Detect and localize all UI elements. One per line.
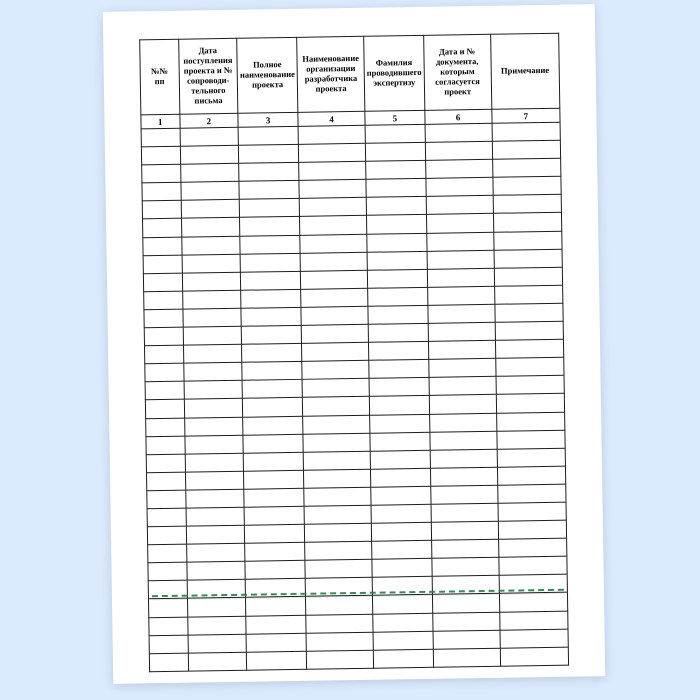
table-cell[interactable] xyxy=(431,521,498,540)
header-line: Наименование xyxy=(302,53,360,65)
table-cell[interactable] xyxy=(239,181,299,200)
table-cell[interactable] xyxy=(371,522,431,541)
header-line: Полное xyxy=(252,59,282,70)
column-number-cell: 4 xyxy=(298,111,365,126)
table-cell[interactable] xyxy=(426,232,493,251)
table-cell[interactable] xyxy=(180,127,239,146)
table-cell[interactable] xyxy=(499,593,568,612)
table-cell[interactable] xyxy=(497,430,566,449)
table-cell[interactable] xyxy=(182,308,241,327)
table-cell[interactable] xyxy=(498,502,567,521)
table-cell[interactable] xyxy=(300,252,367,271)
table-cell[interactable] xyxy=(304,487,371,506)
table-cell[interactable] xyxy=(496,394,565,413)
table-cell[interactable] xyxy=(305,559,372,578)
table-cell[interactable] xyxy=(245,579,305,598)
table-cell[interactable] xyxy=(372,540,432,559)
table-cell[interactable] xyxy=(143,219,182,238)
header-line: наименование xyxy=(239,68,295,80)
table-cell[interactable] xyxy=(493,213,562,232)
table-cell[interactable] xyxy=(431,539,498,558)
column-header-number xyxy=(140,39,180,115)
table-cell[interactable] xyxy=(430,485,497,504)
table-cell[interactable] xyxy=(303,451,370,470)
table-cell[interactable] xyxy=(429,413,496,432)
table-cell[interactable] xyxy=(147,508,186,527)
table-cell[interactable] xyxy=(186,525,245,544)
table-cell[interactable] xyxy=(366,197,426,216)
table-cell[interactable] xyxy=(242,362,302,381)
table-cell[interactable] xyxy=(245,561,305,580)
table-cell[interactable] xyxy=(371,468,431,487)
table-cell[interactable] xyxy=(241,271,301,290)
table-cell[interactable] xyxy=(369,396,429,415)
header-line: пп xyxy=(154,75,165,87)
table-cell[interactable] xyxy=(147,526,186,545)
table-cell[interactable] xyxy=(182,254,241,273)
table-cell[interactable] xyxy=(239,163,299,182)
column-number-cell: 6 xyxy=(424,109,491,124)
table-cell[interactable] xyxy=(373,631,433,650)
table-cell[interactable] xyxy=(495,339,564,358)
table-cell[interactable] xyxy=(428,340,495,359)
table-cell[interactable] xyxy=(425,123,492,142)
table-cell[interactable] xyxy=(492,158,561,177)
table-cell[interactable] xyxy=(430,467,497,486)
table-cell[interactable] xyxy=(371,486,431,505)
header-line: проекта и № xyxy=(183,65,233,76)
table-cell[interactable] xyxy=(146,472,185,491)
table-cell[interactable] xyxy=(494,267,563,286)
table-cell[interactable] xyxy=(144,291,183,310)
column-number-cell: 2 xyxy=(179,113,238,128)
table-cell[interactable] xyxy=(370,414,430,433)
column-header-expert-surname xyxy=(364,35,425,111)
table-cell[interactable] xyxy=(306,650,373,669)
table-cell[interactable] xyxy=(428,304,495,323)
table-cell[interactable] xyxy=(182,290,241,309)
table-cell[interactable] xyxy=(368,305,428,324)
table-cell[interactable] xyxy=(365,142,425,161)
table-cell[interactable] xyxy=(243,416,303,435)
table-cell[interactable] xyxy=(496,412,565,431)
table-cell[interactable] xyxy=(145,345,184,364)
table-cell[interactable] xyxy=(496,376,565,395)
table-cell[interactable] xyxy=(143,255,182,274)
header-line: проводившего xyxy=(366,66,422,78)
table-cell[interactable] xyxy=(302,342,369,361)
table-cell[interactable] xyxy=(499,575,568,594)
table-cell[interactable] xyxy=(246,633,306,652)
table-cell[interactable] xyxy=(500,629,569,648)
column-header-approval-document xyxy=(423,34,491,110)
table-cell[interactable] xyxy=(365,124,425,143)
table-cell[interactable] xyxy=(243,434,303,453)
table-cell[interactable] xyxy=(303,415,370,434)
table-cell[interactable] xyxy=(426,196,493,215)
table-cell[interactable] xyxy=(187,598,246,617)
table-cell[interactable] xyxy=(144,309,183,328)
table-cell[interactable] xyxy=(142,164,181,183)
table-cell[interactable] xyxy=(185,453,244,472)
column-number-cell: 1 xyxy=(141,114,180,129)
table-cell[interactable] xyxy=(373,595,433,614)
table-cell[interactable] xyxy=(183,362,242,381)
table-cell[interactable] xyxy=(181,236,240,255)
table-cell[interactable] xyxy=(143,273,182,292)
table-cell[interactable] xyxy=(180,145,239,164)
table-cell[interactable] xyxy=(146,418,185,437)
header-line: №№ xyxy=(150,66,169,77)
header-line: Дата и № xyxy=(438,46,476,57)
paper-sheet xyxy=(103,4,605,684)
table-cell[interactable] xyxy=(304,505,371,524)
table-cell[interactable] xyxy=(149,617,188,636)
table-cell[interactable] xyxy=(184,399,243,418)
header-line: разработчика xyxy=(304,72,358,84)
header-line: Примечание xyxy=(500,64,550,76)
table-cell[interactable] xyxy=(300,216,367,235)
table-cell[interactable] xyxy=(188,652,247,671)
table-cell[interactable] xyxy=(493,177,562,196)
table-cell[interactable] xyxy=(185,471,244,490)
table-cell[interactable] xyxy=(432,576,499,595)
table-cell[interactable] xyxy=(242,380,302,399)
table-cell[interactable] xyxy=(244,470,304,489)
table-cell[interactable] xyxy=(299,198,366,217)
sheet-content-area xyxy=(139,33,569,660)
table-cell[interactable] xyxy=(425,159,492,178)
table-cell[interactable] xyxy=(426,178,493,197)
table-cell[interactable] xyxy=(147,490,186,509)
column-header-receipt-date xyxy=(178,38,238,114)
table-cell[interactable] xyxy=(180,182,239,201)
table-cell[interactable] xyxy=(427,250,494,269)
table-cell[interactable] xyxy=(301,324,368,343)
table-cell[interactable] xyxy=(432,558,499,577)
header-line: Фамилия xyxy=(375,57,413,68)
table-cell[interactable] xyxy=(306,596,373,615)
table-cell[interactable] xyxy=(369,341,429,360)
table-cell[interactable] xyxy=(305,541,372,560)
table-cell[interactable] xyxy=(430,431,497,450)
table-cell[interactable] xyxy=(149,653,188,672)
table-cell[interactable] xyxy=(426,214,493,233)
table-cell[interactable] xyxy=(182,272,241,291)
table-cell[interactable] xyxy=(243,398,303,417)
table-cell[interactable] xyxy=(431,503,498,522)
table-cell[interactable] xyxy=(492,140,561,159)
table-cell[interactable] xyxy=(366,161,426,180)
table-cell[interactable] xyxy=(369,378,429,397)
header-line: документа, xyxy=(435,56,479,67)
column-number-cell: 3 xyxy=(238,112,298,127)
table-cell[interactable] xyxy=(247,651,307,670)
table-cell[interactable] xyxy=(186,561,245,580)
table-cell[interactable] xyxy=(186,543,245,562)
table-cell[interactable] xyxy=(145,363,184,382)
table-cell[interactable] xyxy=(495,321,564,340)
table-header-row xyxy=(140,33,560,115)
table-cell[interactable] xyxy=(306,632,373,651)
header-line: сопроводи- xyxy=(186,74,230,86)
table-cell[interactable] xyxy=(184,381,243,400)
table-cell[interactable] xyxy=(367,269,427,288)
table-cell[interactable] xyxy=(492,122,561,141)
table-cell[interactable] xyxy=(241,289,301,308)
table-cell[interactable] xyxy=(498,520,567,539)
table-cell[interactable] xyxy=(302,360,369,379)
table-cell[interactable] xyxy=(187,616,246,635)
table-cell[interactable] xyxy=(373,613,433,632)
table-cell[interactable] xyxy=(300,270,367,289)
table-cell[interactable] xyxy=(372,577,432,596)
table-cell[interactable] xyxy=(425,141,492,160)
table-cell[interactable] xyxy=(245,542,305,561)
table-cell[interactable] xyxy=(181,200,240,219)
table-cell[interactable] xyxy=(427,286,494,305)
table-cell[interactable] xyxy=(366,179,426,198)
table-cell[interactable] xyxy=(148,599,187,618)
table-cell[interactable] xyxy=(240,235,300,254)
table-cell[interactable] xyxy=(494,285,563,304)
table-cell[interactable] xyxy=(306,614,373,633)
table-cell[interactable] xyxy=(302,397,369,416)
table-cell[interactable] xyxy=(148,544,187,563)
table-cell[interactable] xyxy=(243,452,303,471)
table-cell[interactable] xyxy=(367,215,427,234)
column-header-notes xyxy=(490,33,560,109)
table-cell[interactable] xyxy=(372,559,432,578)
column-number-cell: 5 xyxy=(365,110,425,125)
table-cell[interactable] xyxy=(430,449,497,468)
table-cell[interactable] xyxy=(495,357,564,376)
table-cell[interactable] xyxy=(432,594,499,613)
table-cell[interactable] xyxy=(183,326,242,345)
table-cell[interactable] xyxy=(298,143,365,162)
table-cell[interactable] xyxy=(240,253,300,272)
header-line: тельного xyxy=(191,84,226,96)
header-line: Дата xyxy=(198,45,218,56)
table-cell[interactable] xyxy=(367,251,427,270)
table-cell[interactable] xyxy=(149,635,188,654)
table-cell[interactable] xyxy=(245,524,305,543)
table-cell[interactable] xyxy=(141,146,180,165)
table-cell[interactable] xyxy=(499,611,568,630)
table-cell[interactable] xyxy=(429,395,496,414)
table-cell[interactable] xyxy=(303,433,370,452)
header-line: проекта xyxy=(251,79,284,90)
header-line: согласуется xyxy=(435,75,480,87)
table-cell[interactable] xyxy=(240,217,300,236)
table-cell[interactable] xyxy=(142,201,181,220)
table-cell[interactable] xyxy=(499,556,568,575)
table-cell[interactable] xyxy=(187,580,246,599)
table-cell[interactable] xyxy=(184,435,243,454)
table-cell[interactable] xyxy=(299,161,366,180)
table-cell[interactable] xyxy=(145,381,184,400)
table-cell[interactable] xyxy=(180,163,239,182)
table-cell[interactable] xyxy=(238,126,298,145)
table-cell[interactable] xyxy=(497,484,566,503)
table-cell[interactable] xyxy=(493,195,562,214)
table-cell[interactable] xyxy=(181,218,240,237)
table-cell[interactable] xyxy=(371,504,431,523)
table-cell[interactable] xyxy=(304,523,371,542)
registration-table xyxy=(139,33,569,672)
table-cell[interactable] xyxy=(497,466,566,485)
table-cell[interactable] xyxy=(146,436,185,455)
table-cell[interactable] xyxy=(368,323,428,342)
table-cell[interactable] xyxy=(493,231,562,250)
header-line: письма xyxy=(194,94,223,106)
table-cell[interactable] xyxy=(144,327,183,346)
table-cell[interactable] xyxy=(304,469,371,488)
table-cell[interactable] xyxy=(497,448,566,467)
table-cell[interactable] xyxy=(242,343,302,362)
table-cell[interactable] xyxy=(299,180,366,199)
table-cell[interactable] xyxy=(244,488,304,507)
table-body xyxy=(141,122,568,671)
table-cell[interactable] xyxy=(373,649,433,668)
table-cell[interactable] xyxy=(298,125,365,144)
table-cell[interactable] xyxy=(146,454,185,473)
table-cell[interactable] xyxy=(148,562,187,581)
table-cell[interactable] xyxy=(241,325,301,344)
header-line: организации xyxy=(306,63,356,74)
column-number-cell: 7 xyxy=(491,108,560,123)
table-cell[interactable] xyxy=(302,379,369,398)
header-line: которым xyxy=(440,66,475,77)
table-cell[interactable] xyxy=(239,144,299,163)
column-header-project-name xyxy=(237,37,298,113)
table-cell[interactable] xyxy=(185,489,244,508)
table-cell[interactable] xyxy=(370,432,430,451)
table-cell[interactable] xyxy=(495,303,564,322)
table-cell[interactable] xyxy=(241,307,301,326)
table-cell[interactable] xyxy=(148,581,187,600)
table-cell[interactable] xyxy=(428,358,495,377)
header-line: поступления xyxy=(183,55,233,66)
table-cell[interactable] xyxy=(244,506,304,525)
table-cell[interactable] xyxy=(428,322,495,341)
table-cell[interactable] xyxy=(186,507,245,526)
table-cell[interactable] xyxy=(239,199,299,218)
table-cell[interactable] xyxy=(300,234,367,253)
table-cell[interactable] xyxy=(188,634,247,653)
table-cell[interactable] xyxy=(301,288,368,307)
table-cell[interactable] xyxy=(183,344,242,363)
table-cell[interactable] xyxy=(143,237,182,256)
table-cell[interactable] xyxy=(433,648,500,667)
table-cell[interactable] xyxy=(367,233,427,252)
table-cell[interactable] xyxy=(305,578,372,597)
table-cell[interactable] xyxy=(141,128,180,147)
table-cell[interactable] xyxy=(142,182,181,201)
table-cell[interactable] xyxy=(145,400,184,419)
table-header xyxy=(140,33,560,129)
table-cell[interactable] xyxy=(246,615,306,634)
table-cell[interactable] xyxy=(433,630,500,649)
table-cell[interactable] xyxy=(184,417,243,436)
table-cell[interactable] xyxy=(368,287,428,306)
header-line: проект xyxy=(444,85,472,97)
table-cell[interactable] xyxy=(370,450,430,469)
table-cell[interactable] xyxy=(369,360,429,379)
table-cell[interactable] xyxy=(498,538,567,557)
table-cell[interactable] xyxy=(429,377,496,396)
header-line: экспертизу xyxy=(373,76,416,88)
table-cell[interactable] xyxy=(427,268,494,287)
table-cell[interactable] xyxy=(500,647,569,666)
column-header-developer-org xyxy=(297,36,365,112)
table-cell[interactable] xyxy=(494,249,563,268)
table-cell[interactable] xyxy=(301,306,368,325)
table-cell[interactable] xyxy=(246,597,306,616)
header-line: проекта xyxy=(315,82,347,94)
table-cell[interactable] xyxy=(432,612,499,631)
